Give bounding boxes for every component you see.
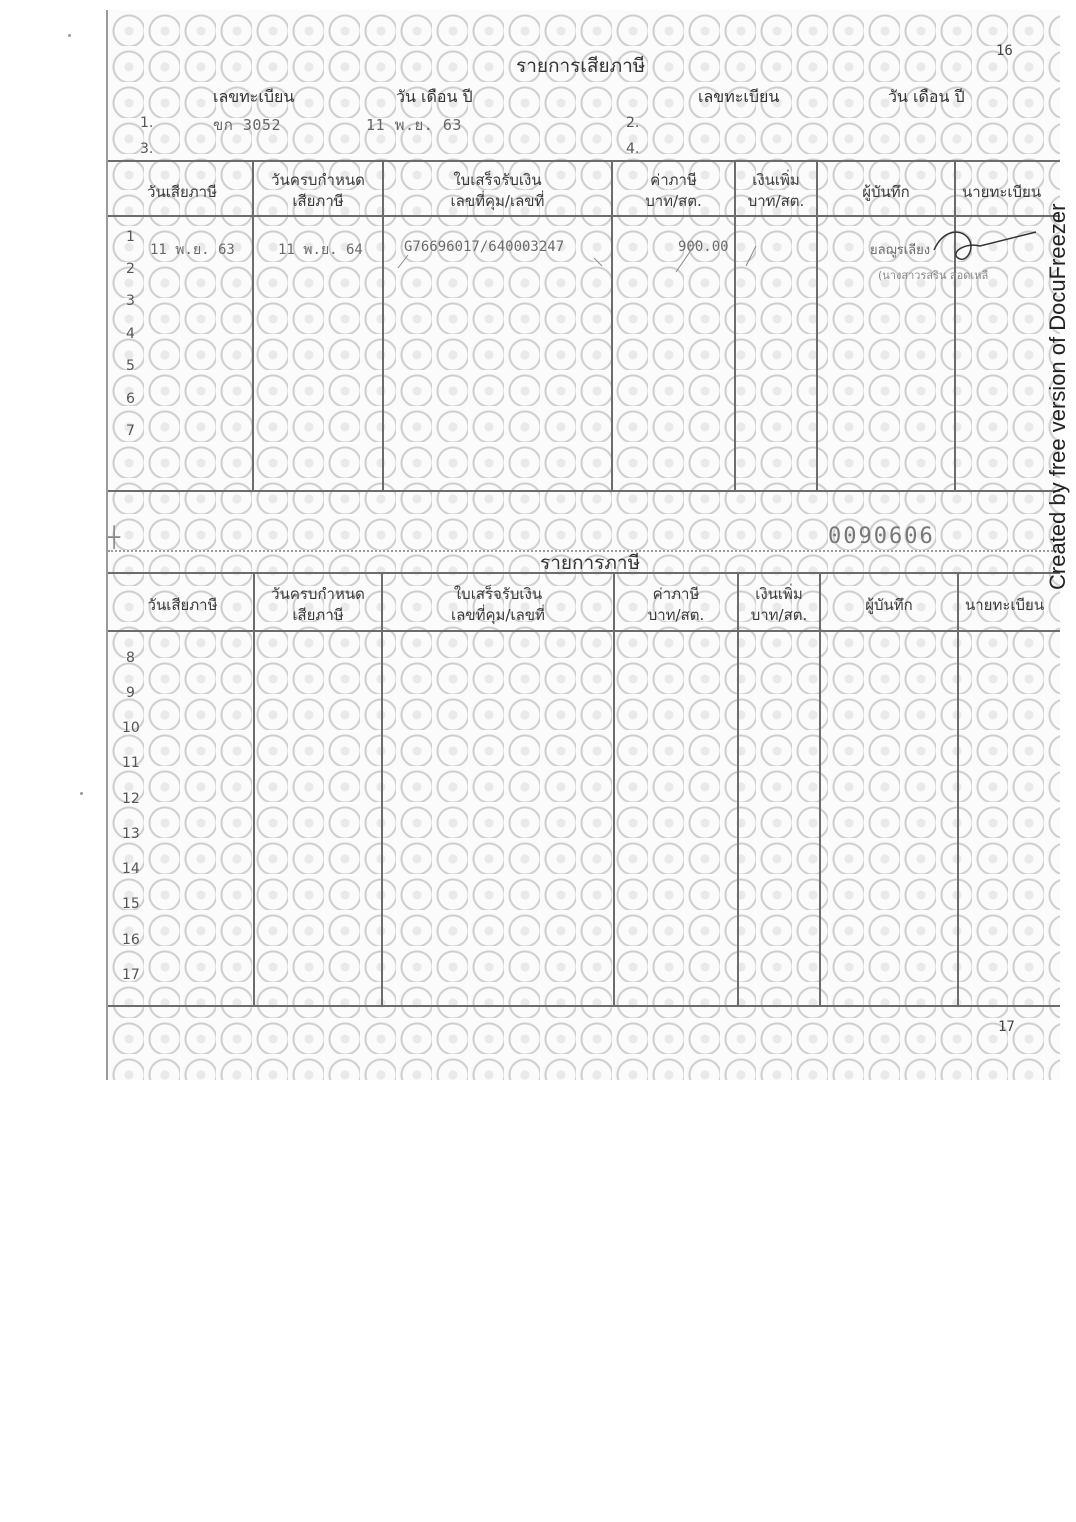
table2-header-tax: ค่าภาษี บาท/สต. xyxy=(647,585,705,624)
entry-number: 4. xyxy=(626,141,640,157)
row-number: 10 xyxy=(122,720,140,736)
row1-recorder-stamp: ยลฌูรเลียง xyxy=(870,243,931,258)
row-number: 9 xyxy=(126,685,135,701)
table1-header-paid-date: วันเสียภาษี xyxy=(147,183,217,201)
row-number: 8 xyxy=(126,650,135,666)
row-number: 17 xyxy=(122,967,140,983)
scan-speck xyxy=(68,34,71,37)
table2-column-divider xyxy=(381,572,383,1006)
entry-number: 3. xyxy=(140,141,154,157)
row-number: 7 xyxy=(126,423,135,439)
page-number-bottom: 17 xyxy=(998,1019,1015,1035)
table2-header-border xyxy=(108,630,1060,632)
table2-header-surcharge: เงินเพิ่ม บาท/สต. xyxy=(750,585,808,624)
row1-tax-amount: 900.00 xyxy=(678,239,729,255)
row-number: 1 xyxy=(126,229,135,245)
row-number: 14 xyxy=(122,861,140,877)
table2-header-recorder: ผู้บันทึก xyxy=(865,596,913,614)
row-number: 11 xyxy=(122,755,140,771)
table1-header-receipt: ใบเสร็จรับเงิน เลขที่คุม/เลขที่ xyxy=(450,171,545,210)
date-label-left: วัน เดือน ปี xyxy=(396,87,473,106)
row-number: 16 xyxy=(122,932,140,948)
table1-header-surcharge: เงินเพิ่ม บาท/สต. xyxy=(747,171,805,210)
row-number: 6 xyxy=(126,391,135,407)
entry-number: 2. xyxy=(626,115,640,131)
table2-column-divider xyxy=(613,572,615,1006)
row-number: 3 xyxy=(126,293,135,309)
row1-due-date: 11 พ.ย. 64 xyxy=(278,242,363,258)
section1-title: รายการเสียภาษี xyxy=(516,55,646,77)
scan-speck xyxy=(80,792,83,795)
table1-header-due-date: วันครบกำหนด เสียภาษี xyxy=(271,171,365,210)
row1-paid-date: 11 พ.ย. 63 xyxy=(150,242,235,258)
table2-bottom-border xyxy=(108,1005,1060,1007)
table2-header-receipt: ใบเสร็จรับเงิน เลขที่คุม/เลขที่ xyxy=(451,585,545,624)
reg-label-right: เลขทะเบียน xyxy=(698,87,780,106)
reg-label-left: เลขทะเบียน xyxy=(213,87,295,106)
date-label-right: วัน เดือน ปี xyxy=(888,87,965,106)
row1-recorder-name: (นางสาวรสริน สอดเหลื xyxy=(878,269,989,282)
table2-top-border xyxy=(108,572,1060,574)
document-page xyxy=(106,10,1060,1080)
row-number: 5 xyxy=(126,358,135,374)
entry-number: 1. xyxy=(140,115,154,131)
table2-column-divider xyxy=(253,572,255,1006)
section2-title: รายการภาษี xyxy=(540,552,641,574)
table1-header-registrar: นายทะเบียน xyxy=(962,183,1042,201)
table1-header-recorder: ผู้บันทึก xyxy=(862,183,910,201)
signature-mark xyxy=(934,232,1036,259)
serial-number: 0090606 xyxy=(828,524,935,549)
table2-column-divider xyxy=(957,572,959,1006)
entry-date: 11 พ.ย. 63 xyxy=(366,116,462,134)
table2-header-paid-date: วันเสียภาษี xyxy=(147,596,218,614)
row-number: 2 xyxy=(126,261,135,277)
row-number: 15 xyxy=(122,896,140,912)
row1-receipt-number: G76696017/640003247 xyxy=(404,239,565,255)
row-number: 12 xyxy=(122,791,140,807)
row-number: 4 xyxy=(126,326,135,342)
table2-column-divider xyxy=(819,572,821,1006)
table2-header-due-date: วันครบกำหนด เสียภาษี xyxy=(271,585,365,624)
entry-registration: ขก 3052 xyxy=(213,116,281,134)
table1-header-tax: ค่าภาษี บาท/สต. xyxy=(645,171,702,210)
page-number-top: 16 xyxy=(996,43,1013,59)
row-number: 13 xyxy=(122,826,140,842)
watermark-text: Created by free version of DocuFreezer xyxy=(1045,203,1070,590)
table2-header-registrar: นายทะเบียน xyxy=(965,596,1045,614)
fold-mark: ┼ xyxy=(108,525,121,549)
table2-column-divider xyxy=(737,572,739,1006)
